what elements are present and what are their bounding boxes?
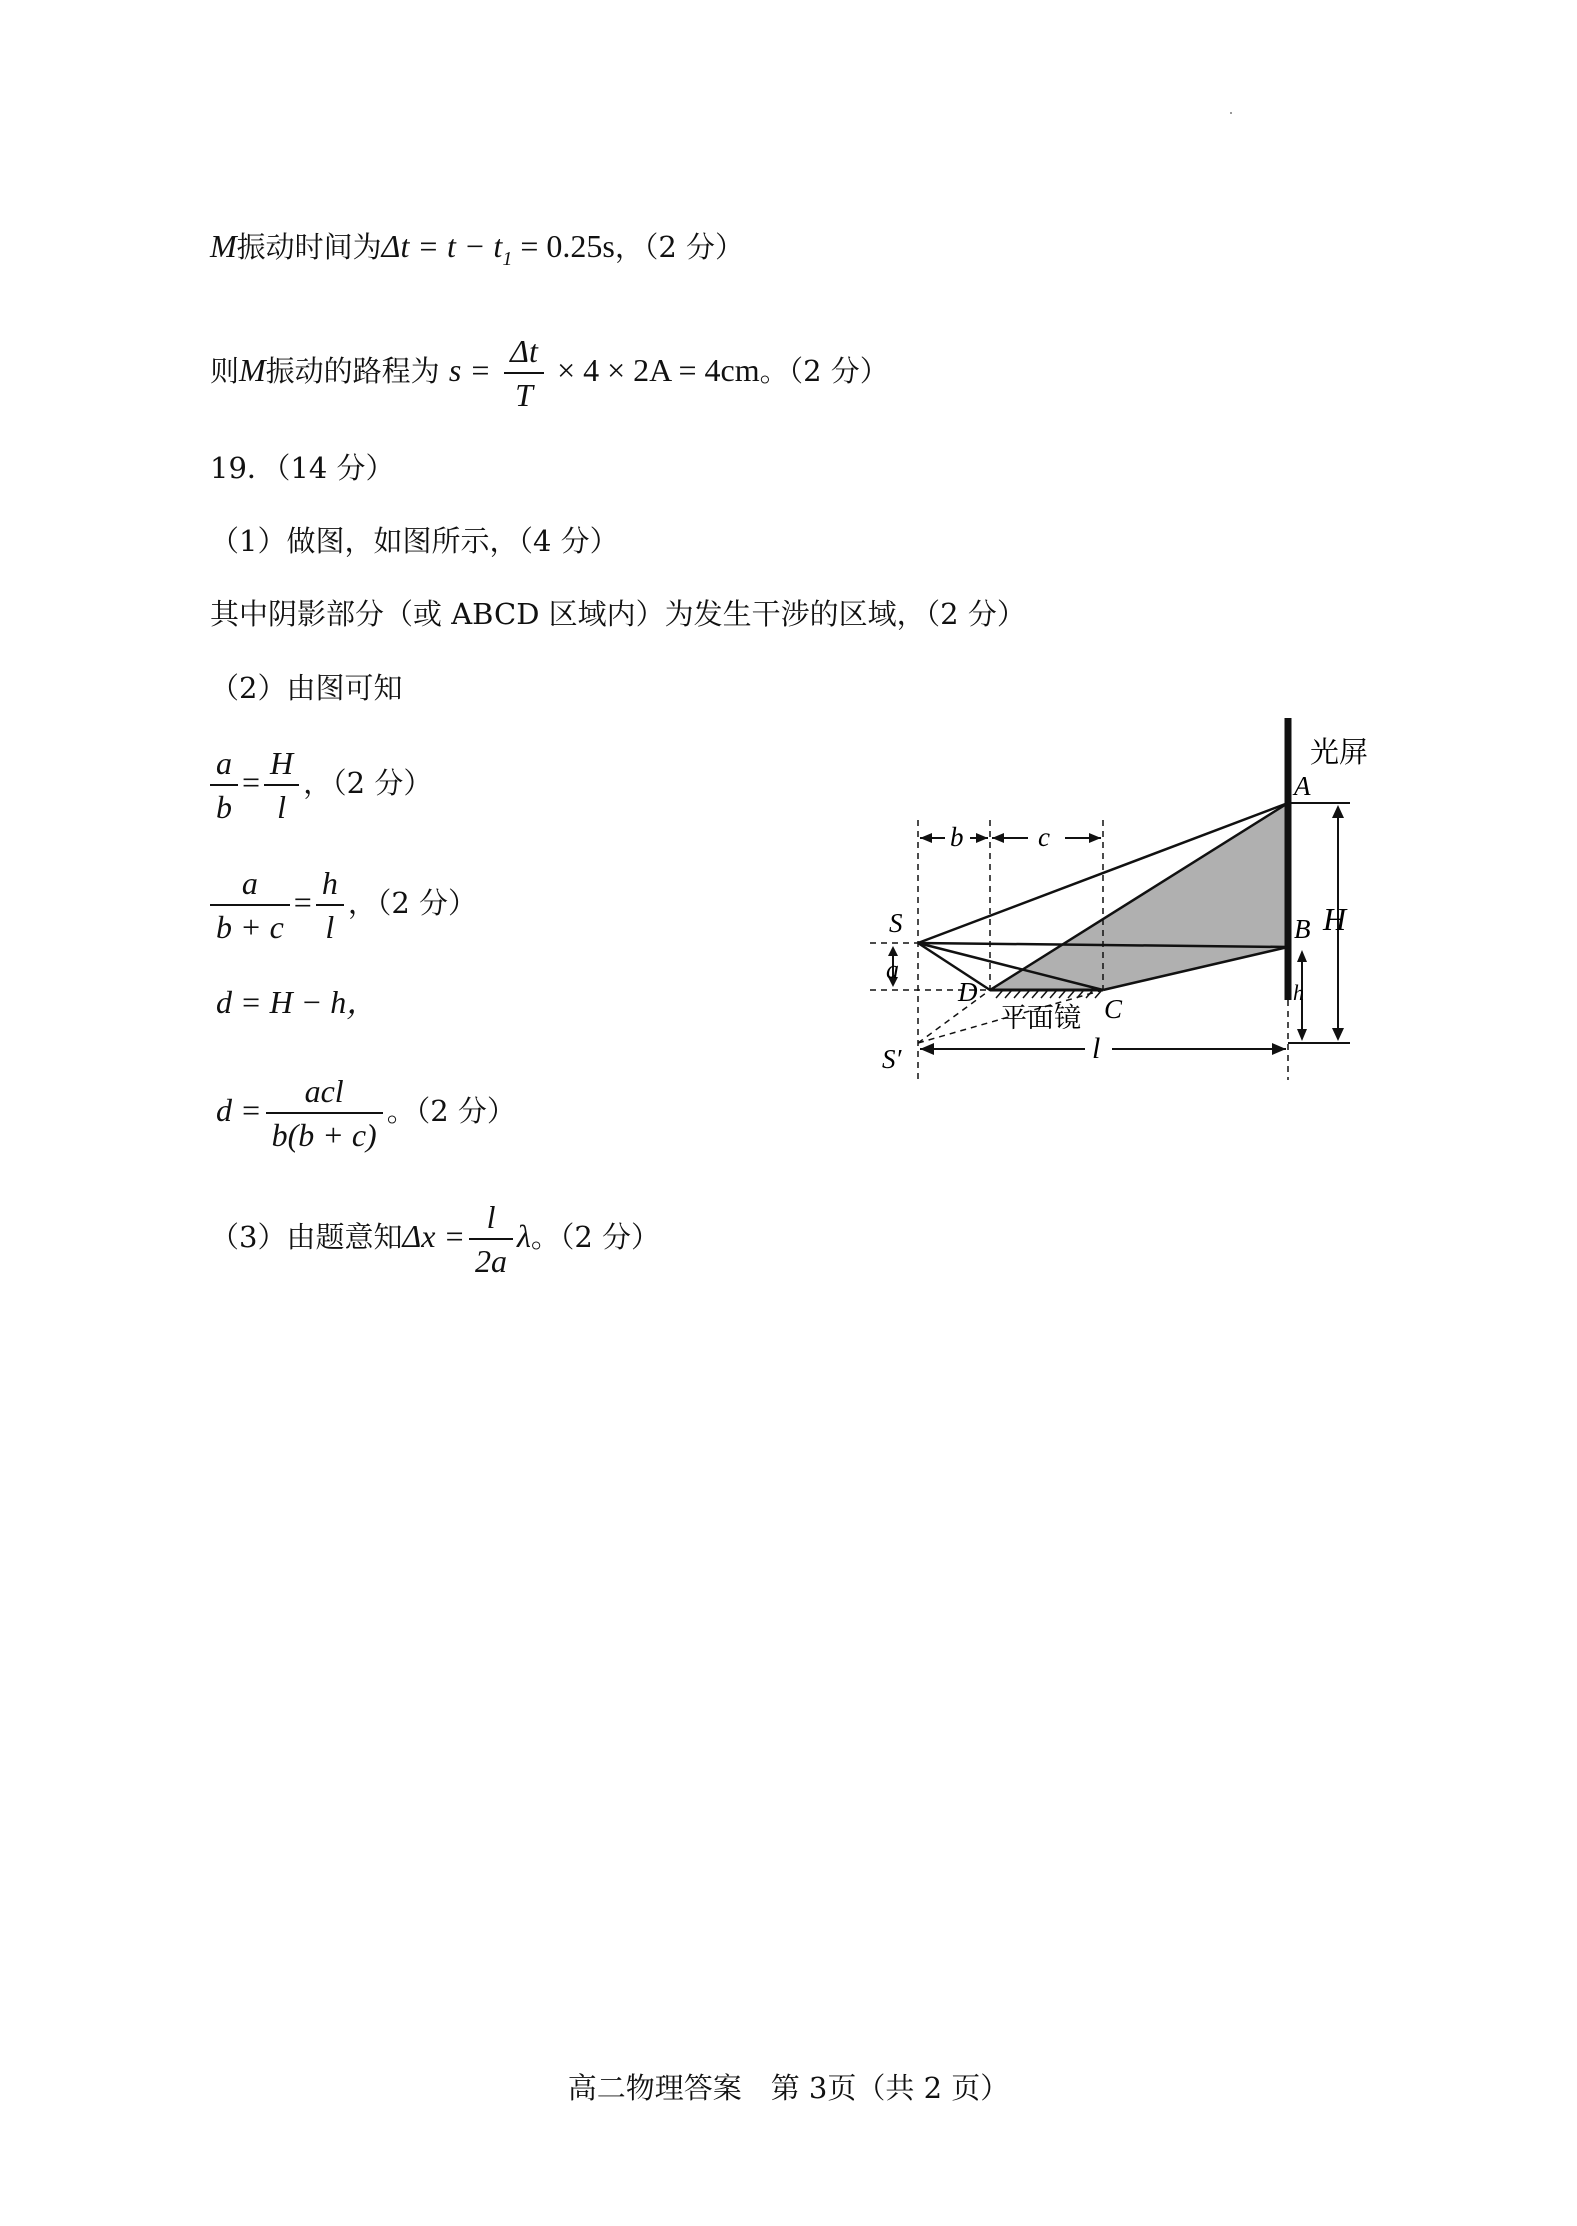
part-2-text: （2）由图可知 bbox=[210, 671, 403, 705]
label-A: A bbox=[1294, 771, 1311, 801]
label-C: C bbox=[1104, 994, 1123, 1024]
label-h: h bbox=[1293, 980, 1304, 1005]
part-1-shaded-region-text: 其中阴影部分（或 ABCD 区域内）为发生干涉的区域，（2 分） bbox=[210, 597, 1026, 631]
page-footer: 高二物理答案 第 3页（共 2 页） bbox=[567, 2071, 1010, 2105]
fraction-dt-over-T: $\frac{\Delta t}{T}$ bbox=[504, 330, 544, 416]
label-a: a bbox=[886, 955, 899, 984]
equation-d-equals-H-minus-h: d = H − h， bbox=[216, 984, 379, 1020]
label-mirror: 平面镜 bbox=[1000, 1003, 1081, 1033]
label-B: B bbox=[1294, 914, 1311, 944]
part-1-text: （1）做图，如图所示，（4 分） bbox=[210, 524, 619, 558]
part-3-equation: （3）由题意知Δx = $\frac{l}{2a}$ λ。（2 分） bbox=[210, 1196, 660, 1282]
label-H: H bbox=[1323, 901, 1347, 937]
equation-a-over-b: $\frac{a}{b}$ = $\frac{H}{l}$ ，（2 分） bbox=[210, 742, 432, 828]
label-S: S bbox=[889, 908, 903, 938]
equation-d-result: d = $\frac{\text{acl}}{b(b + c)}$ 。（2 分） bbox=[216, 1070, 516, 1156]
label-S-prime: S′ bbox=[882, 1044, 902, 1074]
label-b: b bbox=[950, 822, 964, 852]
label-screen: 光屏 bbox=[1310, 737, 1369, 769]
question-19-heading: 19．（14 分） bbox=[210, 451, 395, 485]
label-l: l bbox=[1092, 1032, 1101, 1065]
equation-a-over-b-plus-c: $\frac{a}{b + c}$ = $\frac{h}{l}$ ，（2 分） bbox=[210, 862, 477, 948]
label-c: c bbox=[1038, 822, 1050, 852]
line-vibration-time: M振动时间为$\Delta t = t - t_1 = 0.25s$，（2 分） bbox=[210, 228, 744, 270]
label-D: D bbox=[958, 977, 978, 1007]
line-vibration-path: 则M振动的路程为 s = $\frac{\Delta t}{T}$ × 4 × 2A = 4cm。（2 分） bbox=[210, 330, 889, 416]
